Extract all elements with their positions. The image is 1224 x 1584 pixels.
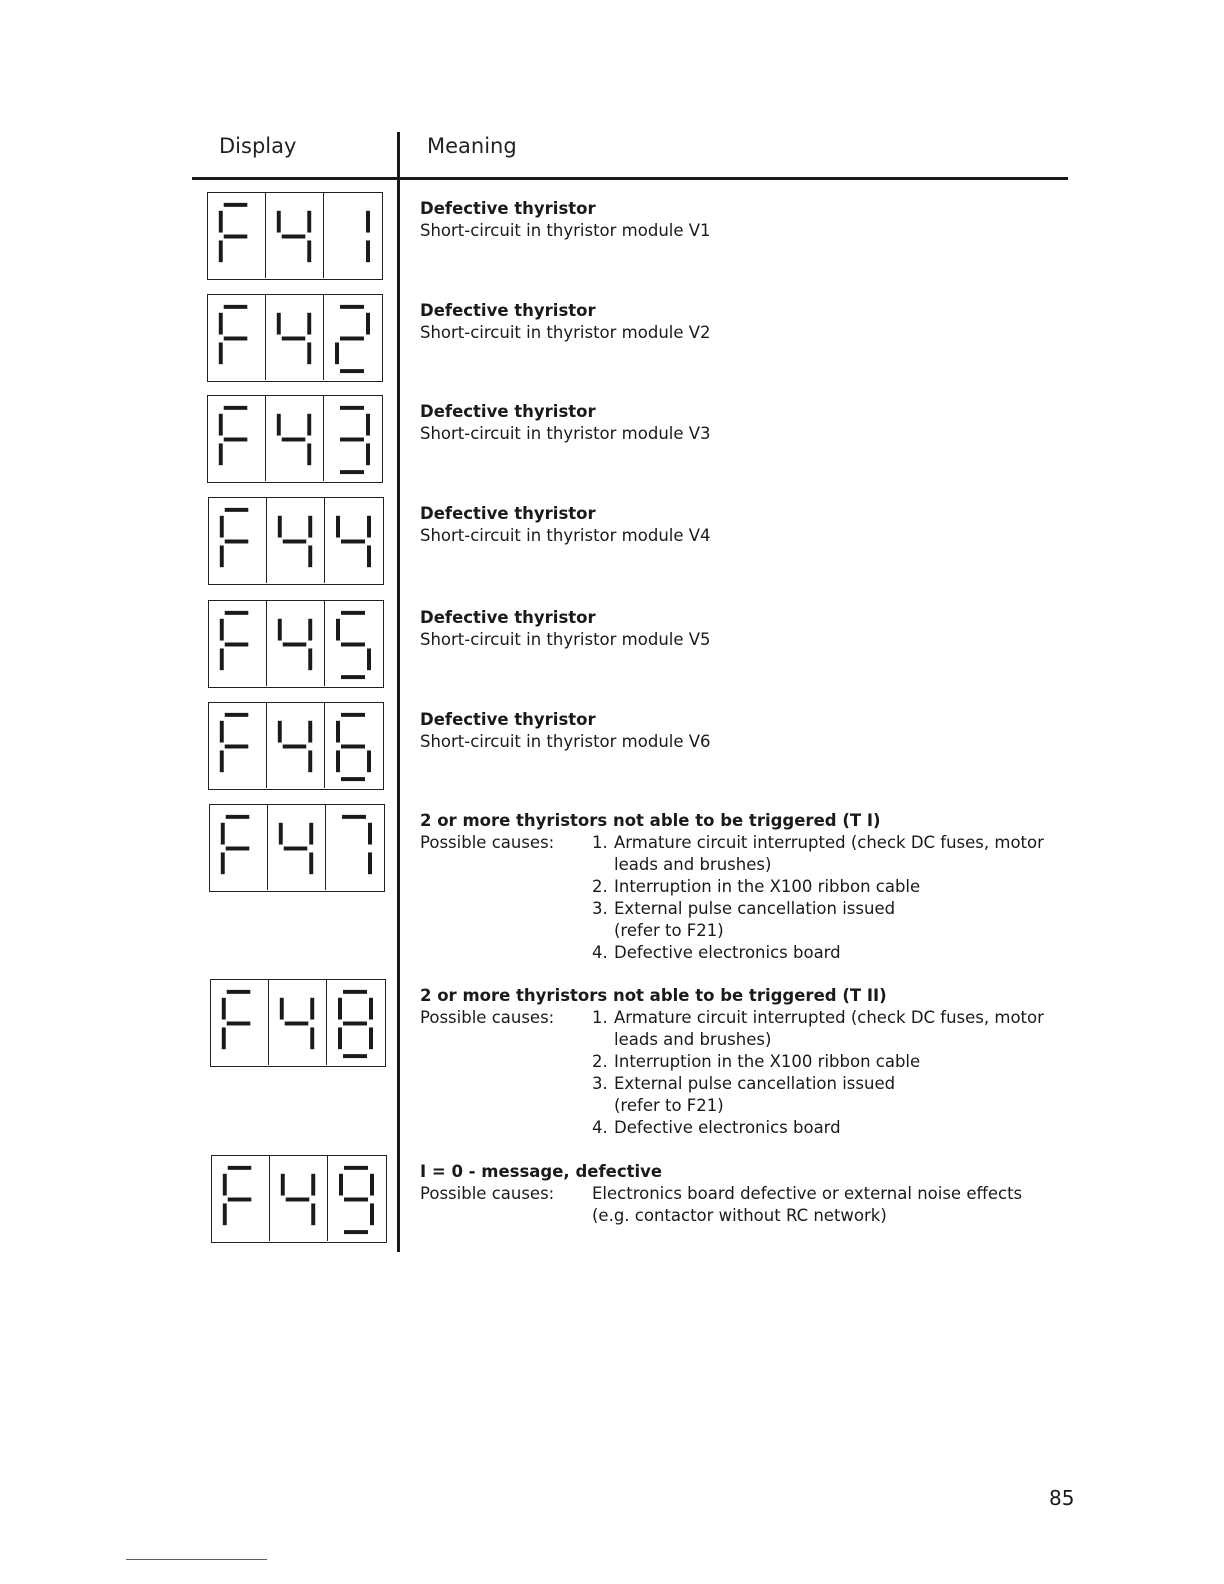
segment-f [223, 1174, 227, 1196]
segment-f [279, 823, 283, 845]
segment-f [220, 516, 224, 538]
fault-entry [420, 503, 1060, 547]
segment-f [278, 516, 282, 538]
causes-list [592, 832, 1060, 964]
cause-line: Interruption in the X100 ribbon cable [614, 1052, 921, 1071]
segment-c [366, 240, 370, 262]
cause-item [592, 1007, 1060, 1051]
digit-glyph [208, 193, 265, 278]
segment-a [227, 990, 251, 994]
segment-b [370, 1174, 374, 1196]
cause-number: 1. [592, 1008, 608, 1027]
seven-segment-display [207, 395, 383, 483]
fault-description: Short-circuit in thyristor module V1 [420, 221, 711, 240]
cause-number: 3. [592, 1074, 608, 1093]
header-divider [192, 177, 1068, 180]
segment-c [309, 852, 313, 874]
cause-line: (e.g. contactor without RC network) [592, 1206, 887, 1225]
digit-glyph [209, 703, 266, 788]
fault-entry [420, 810, 1060, 964]
display-digit [324, 295, 382, 380]
segment-d [343, 1054, 367, 1058]
segment-c [307, 342, 311, 364]
segment-g [227, 1022, 251, 1026]
segment-b [308, 619, 312, 641]
footer-rule [126, 1559, 267, 1560]
display-digit [328, 1156, 386, 1241]
segment-a [341, 713, 365, 717]
digit-glyph [267, 703, 324, 788]
segment-a [225, 611, 249, 615]
digit-glyph [209, 498, 266, 583]
segment-b [309, 823, 313, 845]
segment-f [219, 414, 223, 436]
segment-d [341, 675, 365, 679]
cause-line: External pulse cancellation issued [614, 899, 896, 918]
fault-entry [420, 1161, 1060, 1227]
page-number: 85 [1049, 1486, 1075, 1510]
fault-entry [420, 985, 1060, 1139]
segment-b [307, 211, 311, 233]
segment-b [366, 313, 370, 335]
digit-glyph [327, 980, 385, 1065]
segment-f [336, 619, 340, 641]
cause-number: 1. [592, 833, 608, 852]
display-digit [209, 703, 267, 788]
causes-row [420, 1183, 1060, 1227]
cause-number: 4. [592, 943, 608, 962]
cause-line: Armature circuit interrupted (check DC fuses, motor [614, 833, 1044, 852]
segment-b [308, 721, 312, 743]
display-digit [268, 805, 326, 890]
fault-title: Defective thyristor [420, 199, 596, 218]
segment-c [367, 648, 371, 670]
segment-a [224, 305, 248, 309]
segment-e [219, 342, 223, 364]
cause-item [592, 832, 1060, 876]
segment-f [219, 211, 223, 233]
fault-description: Short-circuit in thyristor module V3 [420, 424, 711, 443]
segment-d [341, 777, 365, 781]
display-digit [269, 980, 327, 1065]
segment-a [225, 508, 249, 512]
segment-g [283, 643, 307, 647]
segment-b [311, 1174, 315, 1196]
causes-list [592, 1007, 1060, 1139]
digit-glyph [266, 295, 323, 380]
display-digit [325, 703, 383, 788]
meaning-column-header: Meaning [427, 134, 517, 158]
segment-c [366, 443, 370, 465]
digit-glyph [326, 805, 384, 890]
segment-g [224, 337, 248, 341]
cause-number: 4. [592, 1118, 608, 1137]
digit-glyph [269, 980, 326, 1065]
segment-b [310, 998, 314, 1020]
segment-b [369, 998, 373, 1020]
segment-c [311, 1203, 315, 1225]
segment-a [224, 406, 248, 410]
segment-a [340, 406, 364, 410]
segment-a [228, 1166, 252, 1170]
segment-e [338, 1027, 342, 1049]
segment-b [308, 516, 312, 538]
digit-glyph [324, 396, 382, 481]
cause-item [592, 942, 1060, 964]
fault-description: Short-circuit in thyristor module V4 [420, 526, 711, 545]
cause-number: 3. [592, 899, 608, 918]
digit-glyph [325, 498, 383, 583]
fault-title: Defective thyristor [420, 608, 596, 627]
digit-glyph [325, 703, 383, 788]
segment-g [343, 1022, 367, 1026]
fault-entry [420, 300, 1060, 344]
segment-e [219, 240, 223, 262]
segment-c [308, 648, 312, 670]
cause-line: (refer to F21) [614, 1096, 724, 1115]
display-digit [266, 193, 324, 278]
segment-f [336, 721, 340, 743]
display-digit [267, 703, 325, 788]
display-digit [327, 980, 385, 1065]
causes-list [592, 1183, 1060, 1227]
segment-a [342, 815, 366, 819]
segment-g [228, 1198, 252, 1202]
cause-item [592, 1051, 1060, 1073]
cause-line: Defective electronics board [614, 943, 841, 962]
segment-f [278, 619, 282, 641]
fault-title: Defective thyristor [420, 301, 596, 320]
segment-g [344, 1198, 368, 1202]
segment-e [335, 342, 339, 364]
segment-c [369, 1027, 373, 1049]
digit-glyph [328, 1156, 386, 1241]
causes-row [420, 1007, 1060, 1139]
seven-segment-display [210, 979, 386, 1067]
segment-f [339, 1174, 343, 1196]
segment-f [336, 516, 340, 538]
segment-g [341, 540, 365, 544]
fault-description: Short-circuit in thyristor module V2 [420, 323, 711, 342]
segment-e [220, 648, 224, 670]
segment-c [308, 750, 312, 772]
digit-glyph [266, 193, 323, 278]
cause-number: 2. [592, 877, 608, 896]
segment-c [368, 852, 372, 874]
digit-glyph [270, 1156, 327, 1241]
display-digit [326, 805, 384, 890]
segment-d [340, 369, 364, 373]
digit-glyph [209, 601, 266, 686]
digit-glyph [267, 498, 324, 583]
segment-c [367, 750, 371, 772]
segment-g [340, 337, 364, 341]
segment-g [224, 438, 248, 442]
display-digit [325, 498, 383, 583]
cause-number: 2. [592, 1052, 608, 1071]
segment-e [222, 1027, 226, 1049]
display-digit [266, 295, 324, 380]
segment-f [219, 313, 223, 335]
segment-b [366, 414, 370, 436]
segment-f [280, 998, 284, 1020]
column-divider [397, 132, 400, 1252]
segment-c [308, 545, 312, 567]
segment-c [310, 1027, 314, 1049]
segment-f [220, 619, 224, 641]
segment-f [221, 823, 225, 845]
segment-g [283, 540, 307, 544]
display-digit [267, 498, 325, 583]
fault-title: 2 or more thyristors not able to be triggered (T I) [420, 811, 881, 830]
digit-glyph [324, 295, 382, 380]
cause-item [592, 1117, 1060, 1139]
segment-e [221, 852, 225, 874]
segment-e [220, 545, 224, 567]
cause-line: Defective electronics board [614, 1118, 841, 1137]
segment-g [225, 643, 249, 647]
segment-d [344, 1230, 368, 1234]
display-digit [266, 396, 324, 481]
display-digit [211, 980, 269, 1065]
seven-segment-display [208, 600, 384, 688]
cause-line: leads and brushes) [614, 855, 772, 874]
cause-item [592, 876, 1060, 898]
segment-f [277, 414, 281, 436]
segment-b [367, 516, 371, 538]
display-digit [209, 498, 267, 583]
digit-glyph [324, 193, 382, 278]
digit-glyph [210, 805, 267, 890]
cause-item [592, 1073, 1060, 1117]
segment-g [341, 745, 365, 749]
fault-entry [420, 709, 1060, 753]
digit-glyph [268, 805, 325, 890]
segment-g [225, 540, 249, 544]
segment-f [277, 313, 281, 335]
segment-g [284, 847, 308, 851]
segment-g [341, 643, 365, 647]
segment-g [286, 1198, 310, 1202]
fault-title: Defective thyristor [420, 504, 596, 523]
segment-b [366, 211, 370, 233]
segment-c [370, 1203, 374, 1225]
segment-d [340, 470, 364, 474]
fault-description: Short-circuit in thyristor module V6 [420, 732, 711, 751]
segment-g [282, 438, 306, 442]
causes-label: Possible causes: [420, 833, 555, 852]
fault-title: I = 0 - message, defective [420, 1162, 663, 1181]
cause-item [592, 898, 1060, 942]
segment-g [226, 847, 250, 851]
segment-b [368, 823, 372, 845]
digit-glyph [325, 601, 383, 686]
display-digit [208, 295, 266, 380]
fault-description: Short-circuit in thyristor module V5 [420, 630, 711, 649]
seven-segment-display [207, 294, 383, 382]
segment-e [220, 750, 224, 772]
fault-title: Defective thyristor [420, 402, 596, 421]
cause-line: External pulse cancellation issued [614, 1074, 896, 1093]
digit-glyph [211, 980, 268, 1065]
seven-segment-display [208, 497, 384, 585]
segment-g [283, 745, 307, 749]
segment-a [224, 203, 248, 207]
display-digit [325, 601, 383, 686]
segment-e [223, 1203, 227, 1225]
segment-f [278, 721, 282, 743]
segment-c [307, 443, 311, 465]
causes-label: Possible causes: [420, 1184, 555, 1203]
display-digit [208, 193, 266, 278]
segment-g [340, 438, 364, 442]
segment-a [343, 990, 367, 994]
fault-entry [420, 607, 1060, 651]
fault-title: Defective thyristor [420, 710, 596, 729]
digit-glyph [266, 396, 323, 481]
seven-segment-display [209, 804, 385, 892]
segment-f [277, 211, 281, 233]
digit-glyph [208, 295, 265, 380]
display-digit [270, 1156, 328, 1241]
segment-f [338, 998, 342, 1020]
segment-g [224, 235, 248, 239]
segment-f [220, 721, 224, 743]
seven-segment-display [211, 1155, 387, 1243]
display-digit [324, 193, 382, 278]
cause-line: Electronics board defective or external noise effects [592, 1184, 1023, 1203]
segment-g [225, 745, 249, 749]
segment-b [307, 414, 311, 436]
segment-a [226, 815, 250, 819]
segment-f [281, 1174, 285, 1196]
fault-title: 2 or more thyristors not able to be triggered (T II) [420, 986, 887, 1005]
segment-g [282, 235, 306, 239]
cause-line: Armature circuit interrupted (check DC fuses, motor [614, 1008, 1044, 1027]
segment-g [282, 337, 306, 341]
display-digit [324, 396, 382, 481]
segment-c [367, 545, 371, 567]
segment-b [307, 313, 311, 335]
segment-a [225, 713, 249, 717]
display-digit [267, 601, 325, 686]
display-digit [212, 1156, 270, 1241]
display-digit [208, 396, 266, 481]
cause-line: leads and brushes) [614, 1030, 772, 1049]
digit-glyph [212, 1156, 269, 1241]
cause-line: Interruption in the X100 ribbon cable [614, 877, 921, 896]
digit-glyph [267, 601, 324, 686]
causes-label: Possible causes: [420, 1008, 555, 1027]
segment-e [336, 750, 340, 772]
segment-f [222, 998, 226, 1020]
segment-c [307, 240, 311, 262]
display-digit [209, 601, 267, 686]
causes-row [420, 832, 1060, 964]
seven-segment-display [207, 192, 383, 280]
display-digit [210, 805, 268, 890]
segment-a [344, 1166, 368, 1170]
fault-entry [420, 198, 1060, 242]
segment-a [340, 305, 364, 309]
display-column-header: Display [219, 134, 297, 158]
segment-e [219, 443, 223, 465]
seven-segment-display [208, 702, 384, 790]
fault-entry [420, 401, 1060, 445]
digit-glyph [208, 396, 265, 481]
cause-line: (refer to F21) [614, 921, 724, 940]
segment-g [285, 1022, 309, 1026]
segment-a [341, 611, 365, 615]
